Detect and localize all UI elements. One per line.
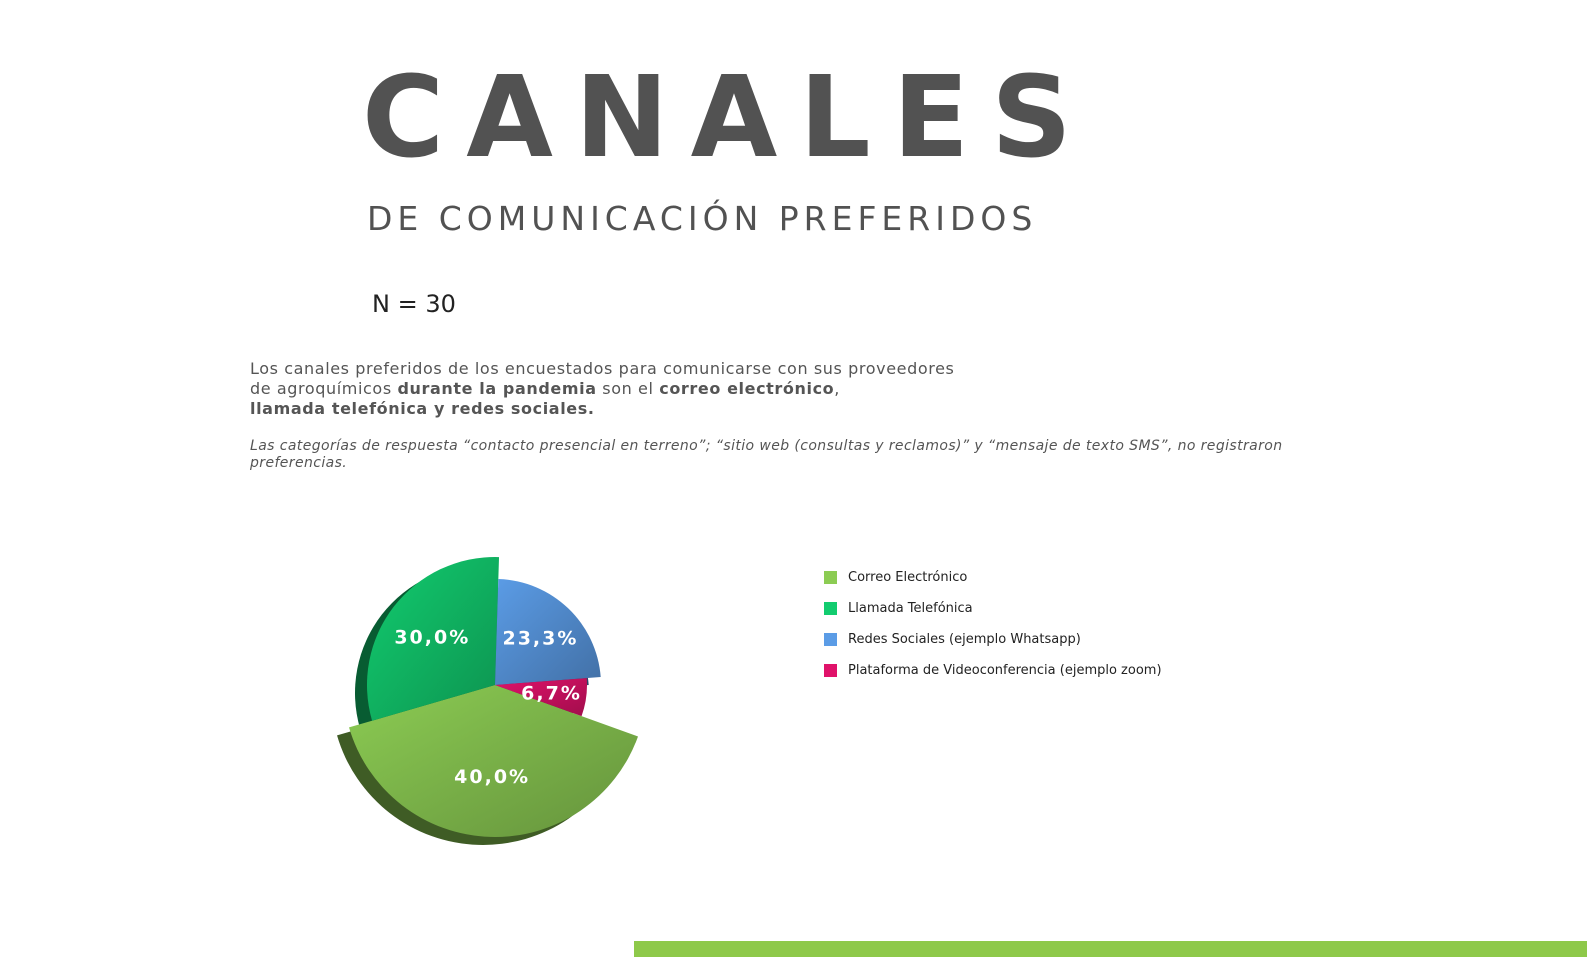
description-emphasis: llamada telefónica y redes sociales. <box>250 399 595 418</box>
legend-item <box>824 562 1162 593</box>
accent-bar <box>634 941 1587 957</box>
chart-legend <box>824 562 1162 686</box>
description-text: de agroquímicos <box>250 379 398 398</box>
footnote: Las categorías de respuesta “contacto presencial en terreno”; “sitio web (consultas y reclamos)” y “mensaje de texto SMS”, no registraron preferencias. <box>250 438 1283 471</box>
description-text: , <box>834 379 840 398</box>
sample-size: N = 30 <box>372 290 456 318</box>
description <box>250 359 1050 419</box>
legend-label: Llamada Telefónica <box>848 601 973 616</box>
legend-label: Plataforma de Videoconferencia (ejemplo zoom) <box>848 663 1162 678</box>
legend-item <box>824 655 1162 686</box>
legend-swatch <box>824 602 837 615</box>
pie-data-label: 30,0% <box>394 626 471 649</box>
legend-swatch <box>824 633 837 646</box>
legend-label: Redes Sociales (ejemplo Whatsapp) <box>848 632 1081 647</box>
description-emphasis: correo electrónico <box>659 379 835 398</box>
pie-data-label: 6,7% <box>521 682 582 705</box>
legend-item <box>824 624 1162 655</box>
pie-data-label: 23,3% <box>502 627 579 650</box>
pie-data-label: 40,0% <box>454 766 531 789</box>
page-subtitle: DE COMUNICACIÓN PREFERIDOS <box>367 199 1038 238</box>
legend-item <box>824 593 1162 624</box>
description-emphasis: durante la pandemia <box>397 379 597 398</box>
description-text: Los canales preferidos de los encuestados para comunicarse con sus proveedores <box>250 359 955 378</box>
page-title: CANALES <box>362 53 1094 183</box>
legend-swatch <box>824 571 837 584</box>
legend-swatch <box>824 664 837 677</box>
legend-label: Correo Electrónico <box>848 570 968 585</box>
description-text: son el <box>596 379 660 398</box>
pie-chart <box>300 505 660 865</box>
